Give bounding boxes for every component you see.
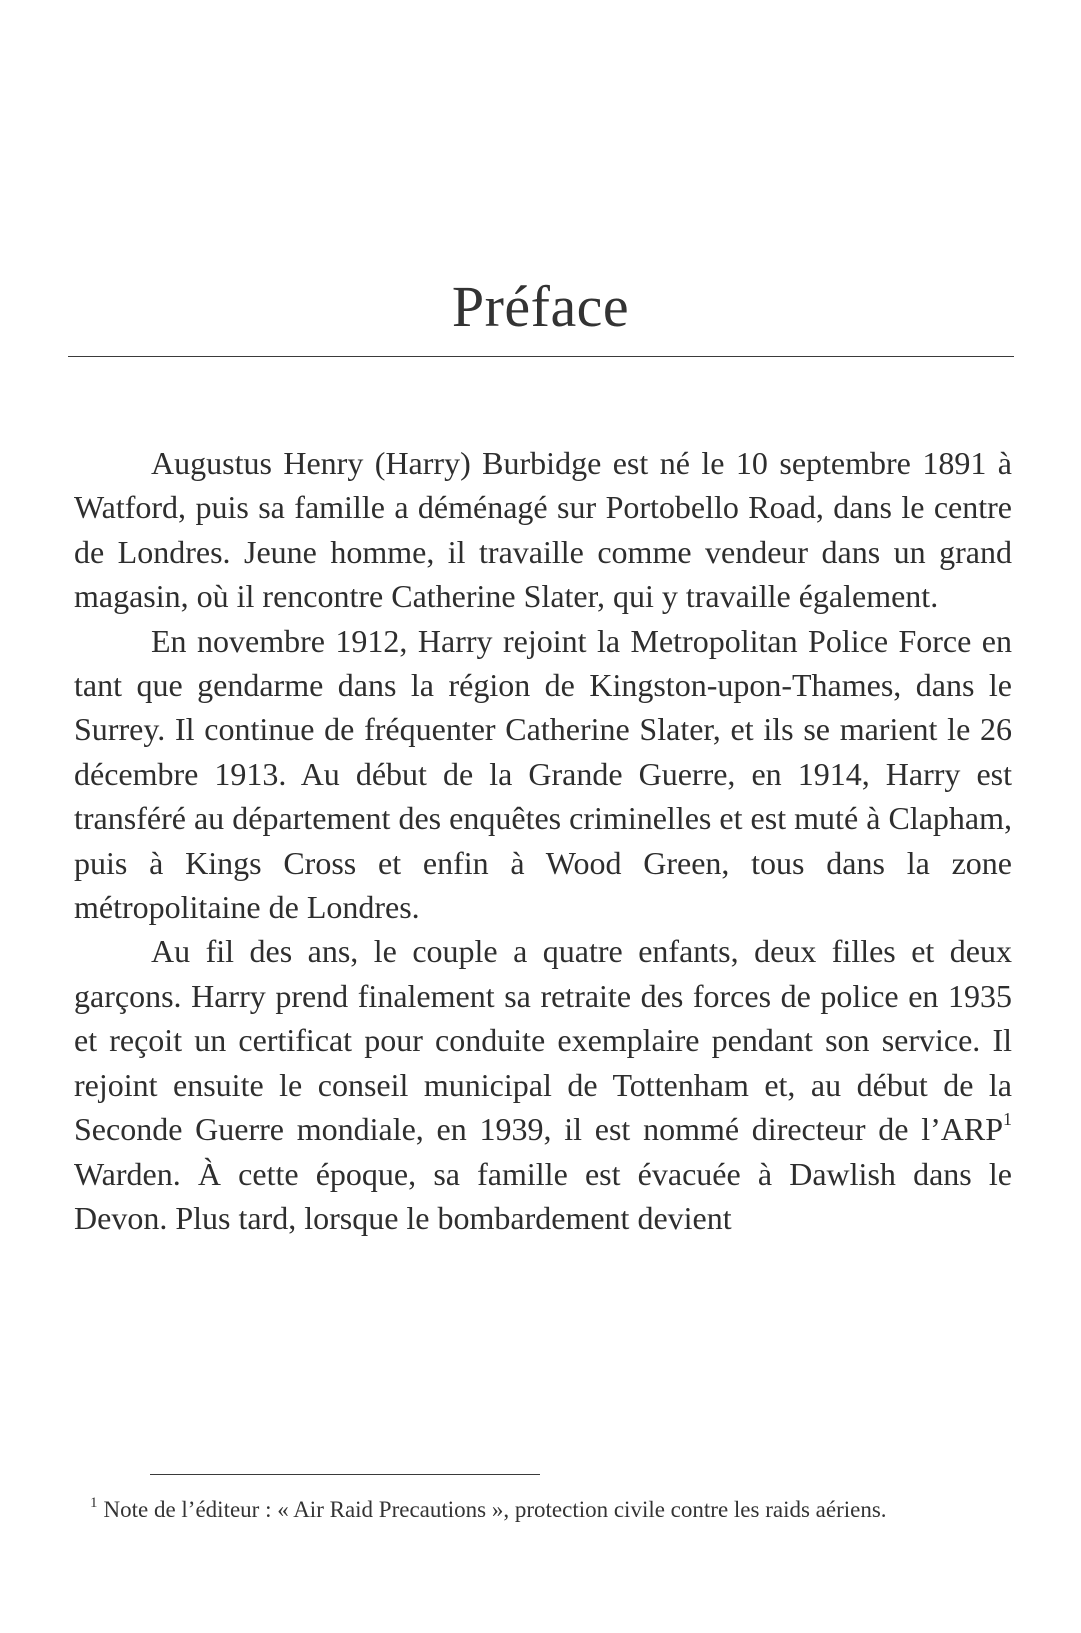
paragraph-2: En novembre 1912, Harry rejoint la Metropolitan Police Force en tant que gendarme dans la région de Kingston-upon-Thames, dans le Surrey. Il continue de fréquenter Catherine Slater, et ils se marient le 26 décembre 1913. Au début de la Grande Guerre, en 1914, Harry est transféré au département des enquêtes criminelles et est muté à Clapham, puis à Kings Cross et enfin à Wood Green, tous dans la zone métropolitaine de Londres. — [74, 622, 1012, 926]
paragraph-3-part-2: Warden. À cette époque, sa famille est évacuée à Dawlish dans le Devon. Plus tard, lorsque le bombardement devient — [74, 1155, 1012, 1236]
paragraph-1: Augustus Henry (Harry) Burbidge est né le 10 septembre 1891 à Watford, puis sa famille a déménagé sur Portobello Road, dans le centre de Londres. Jeune homme, il travaille comme vendeur dans un grand magasin, où il rencontre Catherine Slater, qui y travaille également. — [74, 445, 1012, 615]
footnote — [90, 1495, 1012, 1525]
chapter-title: Préface — [451, 274, 630, 339]
footnote-number: 1 — [90, 1495, 98, 1511]
body-text — [74, 441, 1012, 1240]
footnote-reference: 1 — [1003, 1109, 1012, 1130]
title-divider — [68, 356, 1014, 357]
footnote-divider — [150, 1474, 540, 1475]
paragraph-3-part-1: Au fil des ans, le couple a quatre enfants, deux filles et deux garçons. Harry prend finalement sa retraite des forces de police en 1935 et reçoit un certificat pour conduite exemplaire pendant son service. Il rejoint ensuite le conseil municipal de Tottenham et, au début de la Seconde Guerre mondiale, en 1939, il est nommé directeur de l’ARP — [74, 933, 1012, 1148]
footnote-text: Note de l’éditeur : « Air Raid Precautions », protection civile contre les raids aériens. — [103, 1497, 887, 1522]
paragraph-3 — [74, 929, 1012, 1240]
